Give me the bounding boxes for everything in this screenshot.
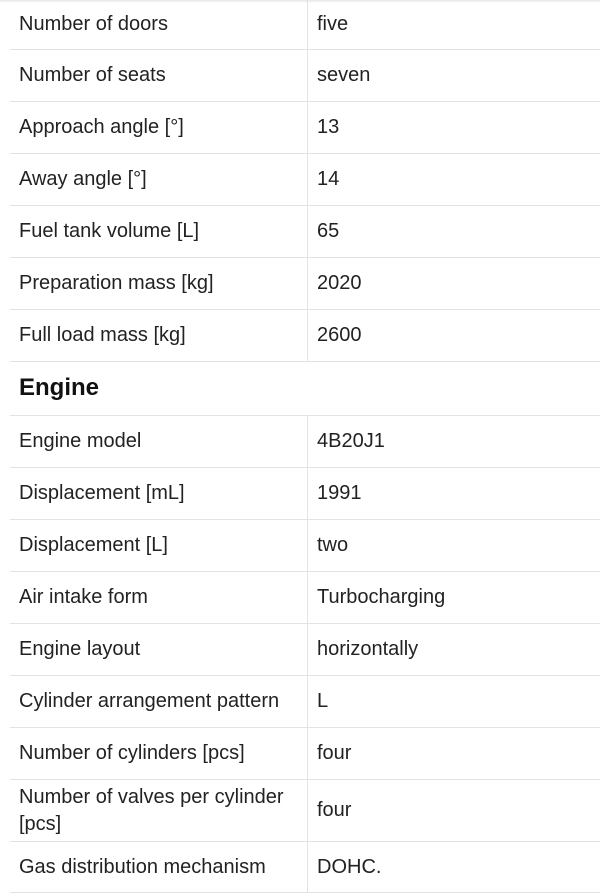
spec-value: 4B20J1 (308, 416, 600, 468)
table-row (10, 728, 600, 780)
spec-value: five (308, 0, 600, 49)
table-row (10, 676, 600, 728)
spec-value: Turbocharging (308, 572, 600, 624)
spec-value: 2020 (308, 257, 600, 309)
spec-label: Number of seats (10, 49, 308, 101)
spec-label: Displacement [mL] (10, 468, 308, 520)
spec-value: 1991 (308, 468, 600, 520)
table-row (10, 205, 600, 257)
spec-value: L (308, 676, 600, 728)
spec-label: Number of doors (10, 0, 308, 49)
spec-value: seven (308, 49, 600, 101)
spec-label: Fuel tank volume [L] (10, 205, 308, 257)
table-row (10, 101, 600, 153)
spec-value: horizontally (308, 624, 600, 676)
spec-label: Gas distribution mechanism (10, 842, 308, 893)
spec-label: Preparation mass [kg] (10, 257, 308, 309)
spec-label: Approach angle [°] (10, 101, 308, 153)
table-row (10, 842, 600, 893)
spec-label: Number of cylinders [pcs] (10, 728, 308, 780)
spec-label: Engine layout (10, 624, 308, 676)
table-row (10, 520, 600, 572)
spec-label: Number of valves per cylinder [pcs] (10, 780, 308, 842)
spec-label: Air intake form (10, 572, 308, 624)
spec-label: Cylinder arrangement pattern (10, 676, 308, 728)
section-title-engine: Engine (19, 374, 100, 401)
table-row (10, 49, 600, 101)
body-spec-table (10, 0, 600, 362)
spec-label: Away angle [°] (10, 153, 308, 205)
table-row (10, 309, 600, 361)
spec-value: four (308, 728, 600, 780)
table-row (10, 572, 600, 624)
spec-value: 2600 (308, 309, 600, 361)
engine-spec-table (10, 415, 600, 893)
table-row (10, 780, 600, 842)
spec-value: 14 (308, 153, 600, 205)
spec-value: 65 (308, 205, 600, 257)
spec-label: Full load mass [kg] (10, 309, 308, 361)
table-row (10, 468, 600, 520)
table-row (10, 624, 600, 676)
table-row (10, 153, 600, 205)
table-row (10, 257, 600, 309)
table-row (10, 0, 600, 49)
spec-value: four (308, 780, 600, 842)
spec-label: Displacement [L] (10, 520, 308, 572)
spec-label: Engine model (10, 416, 308, 468)
spec-value: DOHC. (308, 842, 600, 893)
spec-value: two (308, 520, 600, 572)
table-row (10, 416, 600, 468)
spec-value: 13 (308, 101, 600, 153)
